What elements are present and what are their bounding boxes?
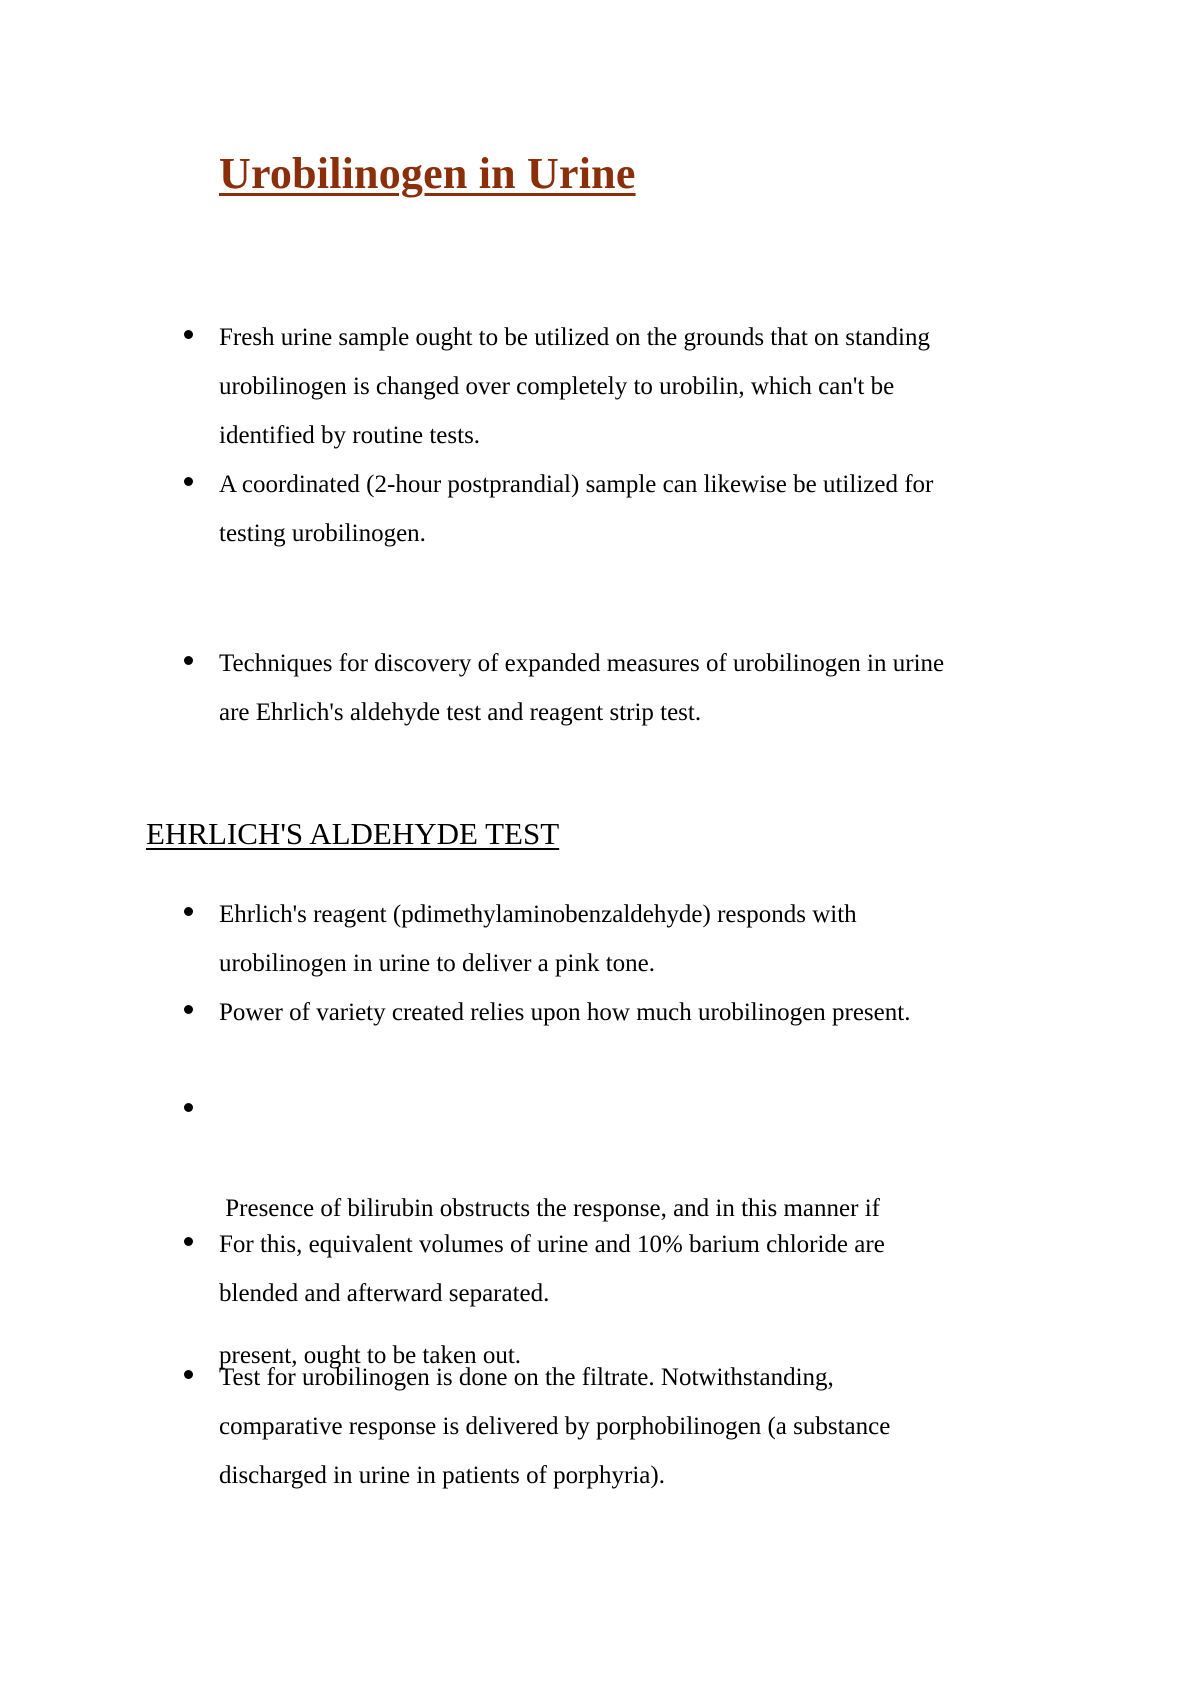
list-item-text: [219, 639, 1069, 737]
text-line: Test for urobilinogen is done on the filtrate. Notwithstanding,: [219, 1364, 834, 1391]
text-line: urobilinogen is changed over completely to urobilin, which can't be: [219, 373, 895, 400]
text-line: comparative response is delivered by porphobilinogen (a substance: [219, 1413, 891, 1440]
bullet-icon: [184, 907, 193, 916]
text-line: testing urobilinogen.: [219, 520, 426, 547]
text-line: blended and afterward separated.: [219, 1280, 550, 1307]
text-line: Techniques for discovery of expanded measures of urobilinogen in urine: [219, 650, 945, 677]
text-line: A coordinated (2-hour postprandial) sample can likewise be utilized for: [219, 471, 934, 498]
text-line: Power of variety created relies upon how much urobilinogen present.: [219, 999, 911, 1026]
bullet-icon: [184, 656, 193, 665]
list-item-text: [219, 1220, 1069, 1318]
text-line: Fresh urine sample ought to be utilized on the grounds that on standing: [219, 324, 930, 351]
text-line: identified by routine tests.: [219, 422, 481, 449]
text-line: For this, equivalent volumes of urine and 10% barium chloride are: [219, 1231, 885, 1258]
page-title: Urobilinogen in Urine: [219, 149, 636, 198]
bullet-icon: [184, 1005, 193, 1014]
bullet-icon: [184, 477, 193, 486]
bullet-icon: [184, 1103, 193, 1112]
text-line: are Ehrlich's aldehyde test and reagent strip test.: [219, 699, 702, 726]
bullet-icon: [184, 330, 193, 339]
text-line: Presence of bilirubin obstructs the response, and in this manner if: [219, 1195, 880, 1222]
text-line: present, ought to be taken out.: [219, 1342, 522, 1369]
list-item-text: [219, 1353, 1069, 1500]
list-item-text: [219, 988, 1069, 1037]
list-item-text: [219, 313, 1069, 460]
list-item-text: [219, 460, 1069, 558]
list-item-text: [219, 890, 1069, 988]
section-heading: EHRLICH'S ALDEHYDE TEST: [146, 816, 560, 851]
bullet-icon: [184, 1370, 193, 1379]
text-line: Ehrlich's reagent (pdimethylaminobenzaldehyde) responds with: [219, 901, 857, 928]
bullet-icon: [184, 1237, 193, 1246]
text-line: urobilinogen in urine to deliver a pink tone.: [219, 950, 656, 977]
text-line: discharged in urine in patients of porphyria).: [219, 1462, 665, 1489]
